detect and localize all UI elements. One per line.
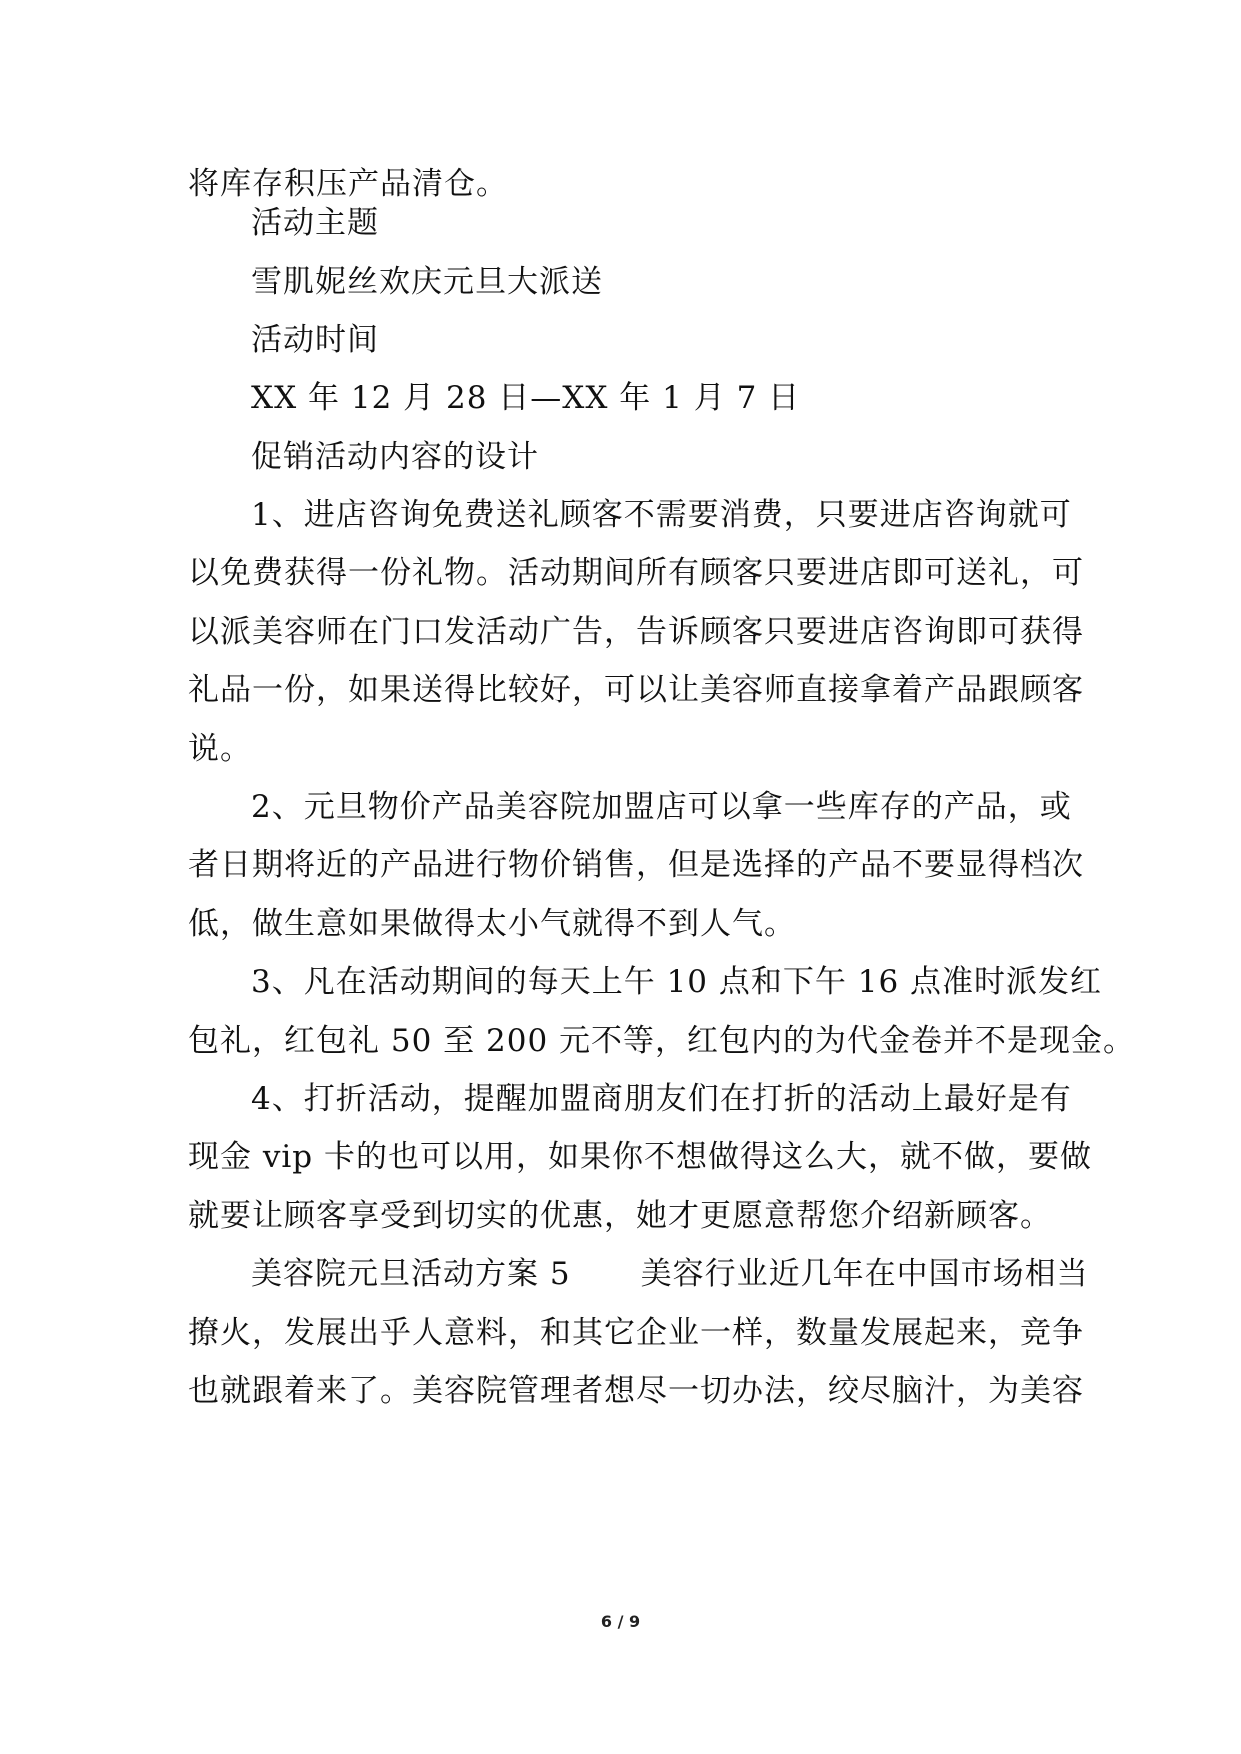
- paragraph-line: 撩火，发展出乎人意料，和其它企业一样，数量发展起来，竞争: [188, 1315, 1084, 1351]
- paragraph-line: 以免费获得一份礼物。活动期间所有顾客只要进店即可送礼，可: [188, 555, 1084, 591]
- paragraph-line: 也就跟着来了。美容院管理者想尽一切办法，绞尽脑汁，为美容: [188, 1373, 1084, 1409]
- paragraph-line: 包礼，红包礼 50 至 200 元不等，红包内的为代金卷并不是现金。: [188, 1023, 1136, 1059]
- paragraph-line: 将库存积压产品清仓。: [188, 166, 508, 202]
- paragraph-line: 礼品一份，如果送得比较好，可以让美容师直接拿着产品跟顾客: [188, 672, 1084, 708]
- plan-title: 美容院元旦活动方案 5: [251, 1256, 571, 1292]
- paragraph-line: 说。: [188, 731, 252, 767]
- paragraph-line: 者日期将近的产品进行物价销售，但是选择的产品不要显得档次: [188, 847, 1084, 883]
- paragraph-line: 2、元旦物价产品美容院加盟店可以拿一些库存的产品，或: [251, 789, 1072, 825]
- paragraph-line: 3、凡在活动期间的每天上午 10 点和下午 16 点准时派发红: [251, 964, 1103, 1000]
- section-heading-time: 活动时间: [251, 322, 379, 358]
- paragraph-line: 现金 vip 卡的也可以用，如果你不想做得这么大，就不做，要做: [188, 1139, 1092, 1175]
- paragraph-line: 雪肌妮丝欢庆元旦大派送: [251, 264, 603, 300]
- paragraph-line: [251, 1254, 1089, 1294]
- paragraph-line: 4、打折活动，提醒加盟商朋友们在打折的活动上最好是有: [251, 1081, 1072, 1117]
- section-heading-design: 促销活动内容的设计: [251, 439, 539, 475]
- page-number: 6 / 9: [600, 1612, 641, 1631]
- section-heading-theme: 活动主题: [251, 205, 379, 241]
- paragraph-line: 就要让顾客享受到切实的优惠，她才更愿意帮您介绍新顾客。: [188, 1198, 1052, 1234]
- paragraph-line: 低，做生意如果做得太小气就得不到人气。: [188, 906, 796, 942]
- paragraph-line: 1、进店咨询免费送礼顾客不需要消费，只要进店咨询就可: [251, 497, 1072, 533]
- plan-intro: 美容行业近几年在中国市场相当: [640, 1256, 1089, 1292]
- paragraph-line: 以派美容师在门口发活动广告，告诉顾客只要进店咨询即可获得: [188, 614, 1084, 650]
- paragraph-line: XX 年 12 月 28 日—XX 年 1 月 7 日: [251, 380, 801, 416]
